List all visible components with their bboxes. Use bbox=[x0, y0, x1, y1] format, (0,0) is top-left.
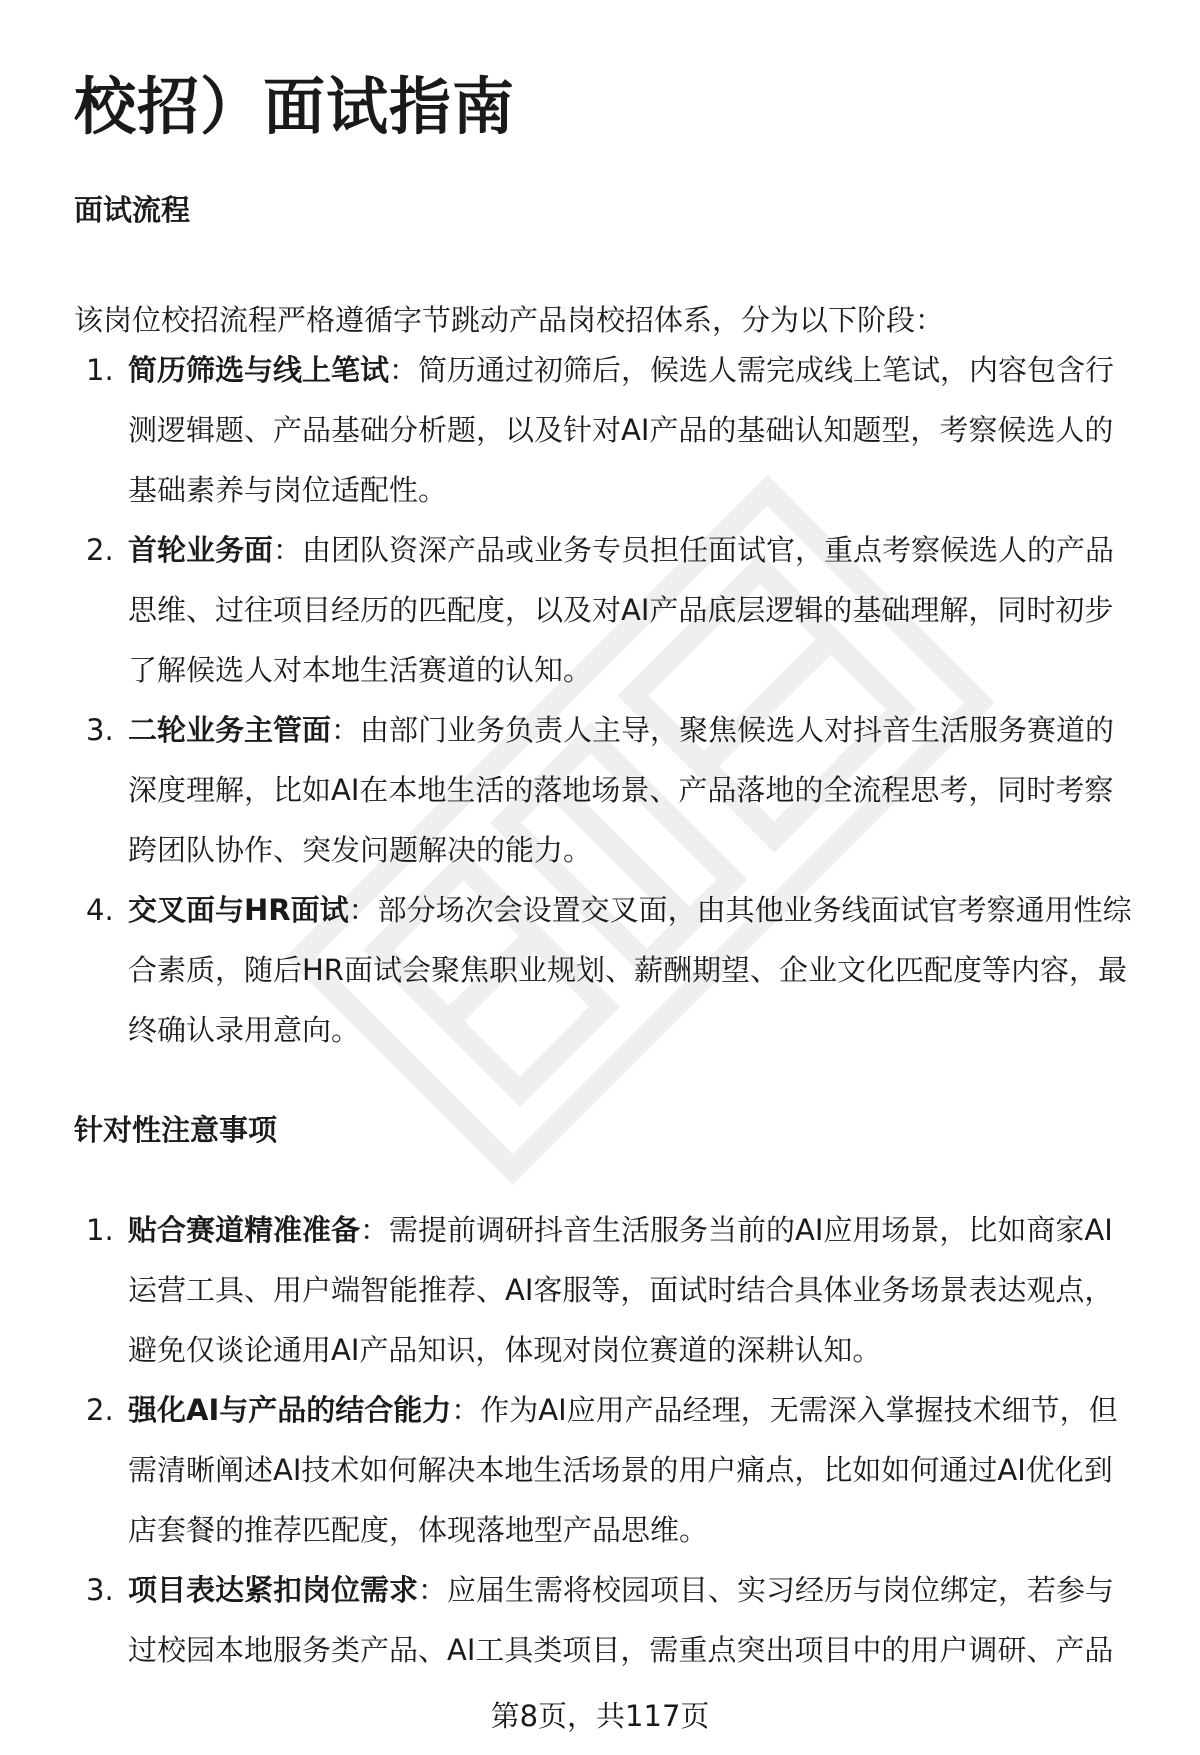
list-item-text: 合素质，随后HR面试会聚焦职业规划、薪酬期望、企业文化匹配度等内容，最 bbox=[128, 953, 1127, 987]
list-item-separator: ： bbox=[348, 893, 378, 927]
notes-list bbox=[0, 1200, 1200, 1680]
list-item-separator: ： bbox=[389, 353, 419, 387]
list-item-text: 终确认录用意向。 bbox=[128, 1013, 361, 1047]
list-item-number: 4. bbox=[86, 893, 114, 927]
list-item-lead: 交叉面与HR面试 bbox=[128, 893, 349, 927]
list-item-text: 部分场次会设置交叉面，由其他业务线面试官考察通用性综 bbox=[377, 893, 1132, 927]
list-item bbox=[0, 700, 1158, 880]
list-item bbox=[0, 520, 1158, 700]
list-item-separator: ： bbox=[331, 713, 361, 747]
list-item-text: 了解候选人对本地生活赛道的认知。 bbox=[128, 653, 593, 687]
list-item bbox=[0, 1200, 1158, 1380]
list-item-number: 2. bbox=[86, 533, 114, 567]
list-item-text: 避免仅谈论通用AI产品知识，体现对岗位赛道的深耕认知。 bbox=[128, 1333, 882, 1367]
list-item-text: 需提前调研抖音生活服务当前的AI应用场景，比如商家AI bbox=[389, 1213, 1113, 1247]
list-item-text: 店套餐的推荐匹配度，体现落地型产品思维。 bbox=[128, 1513, 709, 1547]
interview-process-list bbox=[0, 340, 1200, 1060]
list-item-text: 由部门业务负责人主导，聚焦候选人对抖音生活服务赛道的 bbox=[360, 713, 1115, 747]
list-item-number: 1. bbox=[86, 1213, 114, 1247]
section-heading-notes: 针对性注意事项 bbox=[74, 1113, 278, 1147]
list-item-number: 3. bbox=[86, 713, 114, 747]
section-heading-interview-process: 面试流程 bbox=[74, 193, 191, 227]
list-item-number: 2. bbox=[86, 1393, 114, 1427]
list-item-separator: ： bbox=[273, 533, 303, 567]
list-item-number: 3. bbox=[86, 1573, 114, 1607]
list-item-separator: ： bbox=[451, 1393, 481, 1427]
section-intro: 该岗位校招流程严格遵循字节跳动产品岗校招体系，分为以下阶段： bbox=[74, 303, 945, 337]
list-item-text: 简历通过初筛后，候选人需完成线上笔试，内容包含行 bbox=[418, 353, 1115, 387]
list-item-lead: 项目表达紧扣岗位需求 bbox=[128, 1573, 419, 1607]
list-item-text: 基础素养与岗位适配性。 bbox=[128, 473, 448, 507]
list-item-lead: 首轮业务面 bbox=[128, 533, 274, 567]
list-item bbox=[0, 340, 1158, 520]
list-item bbox=[0, 1380, 1158, 1560]
list-item-text: 深度理解，比如AI在本地生活的落地场景、产品落地的全流程思考，同时考察 bbox=[128, 773, 1114, 807]
list-item-lead: 二轮业务主管面 bbox=[128, 713, 332, 747]
list-item-text: 应届生需将校园项目、实习经历与岗位绑定，若参与 bbox=[447, 1573, 1115, 1607]
list-item-text: 作为AI应用产品经理，无需深入掌握技术细节，但 bbox=[480, 1393, 1118, 1427]
list-item bbox=[0, 1560, 1158, 1680]
list-item-separator: ： bbox=[360, 1213, 390, 1247]
list-item-lead: 简历筛选与线上笔试 bbox=[128, 353, 390, 387]
page-title: 校招）面试指南 bbox=[74, 70, 516, 143]
page-number-footer: 第8页，共117页 bbox=[490, 1699, 710, 1733]
list-item-text: 运营工具、用户端智能推荐、AI客服等，面试时结合具体业务场景表达观点， bbox=[128, 1273, 1114, 1307]
list-item bbox=[0, 880, 1158, 1060]
list-item-text: 过校园本地服务类产品、AI工具类项目，需重点突出项目中的用户调研、产品 bbox=[128, 1633, 1114, 1667]
list-item-lead: 强化AI与产品的结合能力 bbox=[128, 1393, 452, 1427]
list-item-number: 1. bbox=[86, 353, 114, 387]
list-item-text: 跨团队协作、突发问题解决的能力。 bbox=[128, 833, 593, 867]
list-item-text: 思维、过往项目经历的匹配度，以及对AI产品底层逻辑的基础理解，同时初步 bbox=[128, 593, 1114, 627]
list-item-lead: 贴合赛道精准准备 bbox=[128, 1213, 361, 1247]
list-item-text: 需清晰阐述AI技术如何解决本地生活场景的用户痛点，比如如何通过AI优化到 bbox=[128, 1453, 1113, 1487]
list-item-text: 测逻辑题、产品基础分析题，以及针对AI产品的基础认知题型，考察候选人的 bbox=[128, 413, 1114, 447]
list-item-text: 由团队资深产品或业务专员担任面试官，重点考察候选人的产品 bbox=[302, 533, 1115, 567]
list-item-separator: ： bbox=[418, 1573, 448, 1607]
